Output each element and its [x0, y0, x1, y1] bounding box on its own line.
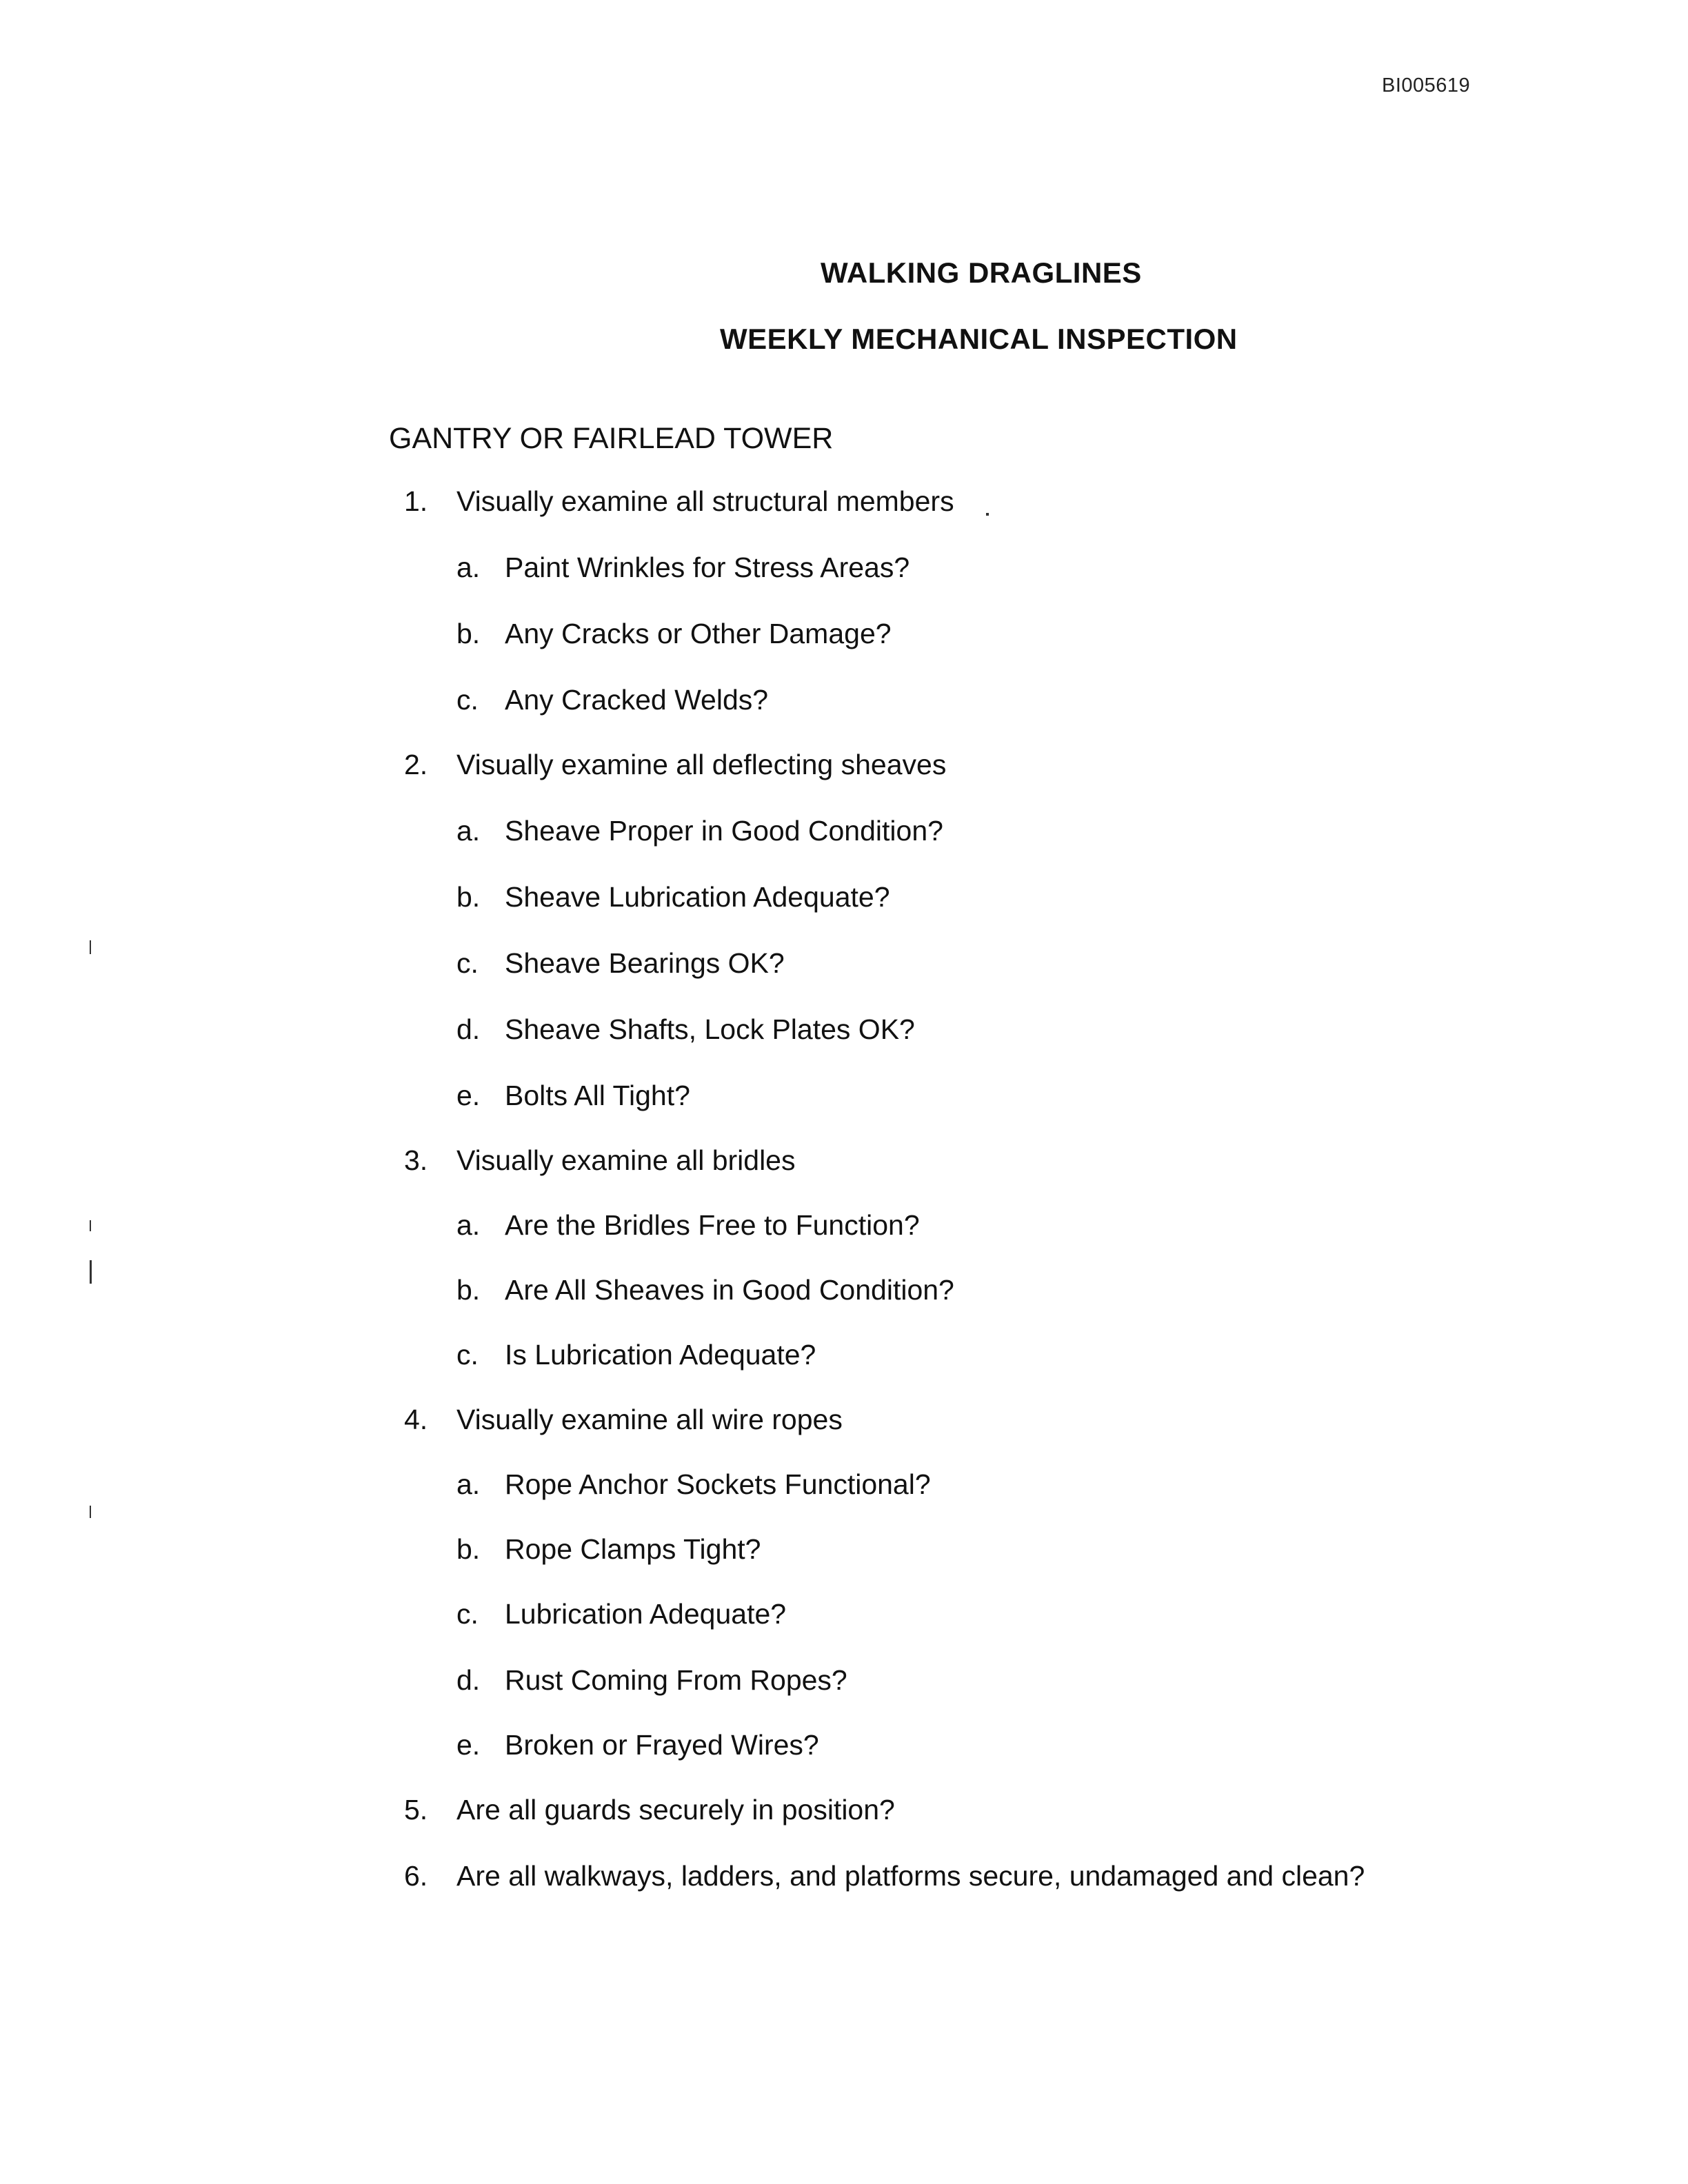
item-letter: a.	[456, 1468, 481, 1500]
question-text: Are all guards securely in position?	[456, 1794, 895, 1826]
item-text: Broken or Frayed Wires?	[505, 1729, 819, 1761]
question-text: Are all walkways, ladders, and platforms secure, undamaged and clean?	[456, 1860, 1365, 1892]
item-letter: a.	[456, 815, 481, 847]
scan-speck	[90, 940, 91, 954]
question-number: 5.	[404, 1794, 428, 1826]
page-title: WALKING DRAGLINES	[821, 256, 1142, 289]
item-letter: e.	[456, 1080, 481, 1111]
item-letter: c.	[456, 947, 479, 979]
question-text: Visually examine all structural members	[456, 485, 954, 517]
question-text: Visually examine all deflecting sheaves	[456, 749, 947, 780]
item-letter: e.	[456, 1729, 481, 1761]
item-text: Sheave Proper in Good Condition?	[505, 815, 943, 847]
section-heading: GANTRY OR FAIRLEAD TOWER	[389, 422, 834, 455]
item-text: Are the Bridles Free to Function?	[505, 1209, 920, 1241]
item-text: Any Cracked Welds?	[505, 684, 769, 716]
item-letter: d.	[456, 1013, 481, 1045]
scan-speck	[986, 513, 989, 516]
item-text: Sheave Lubrication Adequate?	[505, 881, 890, 913]
page-subtitle: WEEKLY MECHANICAL INSPECTION	[720, 323, 1238, 355]
item-letter: b.	[456, 618, 481, 649]
item-text: Bolts All Tight?	[505, 1080, 690, 1111]
item-text: Paint Wrinkles for Stress Areas?	[505, 552, 910, 583]
item-text: Sheave Shafts, Lock Plates OK?	[505, 1013, 915, 1045]
item-letter: b.	[456, 881, 481, 913]
item-text: Sheave Bearings OK?	[505, 947, 785, 979]
question-number: 4.	[404, 1404, 428, 1435]
scan-speck	[90, 1260, 92, 1284]
item-letter: c.	[456, 684, 479, 716]
question-number: 3.	[404, 1144, 428, 1176]
document-id: BI005619	[1382, 74, 1471, 97]
item-letter: c.	[456, 1598, 479, 1630]
item-text: Lubrication Adequate?	[505, 1598, 787, 1630]
question-number: 6.	[404, 1860, 428, 1892]
item-text: Is Lubrication Adequate?	[505, 1339, 816, 1371]
question-number: 1.	[404, 485, 428, 517]
item-text: Rope Clamps Tight?	[505, 1533, 761, 1565]
question-text: Visually examine all wire ropes	[456, 1404, 843, 1435]
scan-speck	[90, 1506, 91, 1518]
item-letter: d.	[456, 1664, 481, 1696]
item-letter: c.	[456, 1339, 479, 1371]
item-letter: a.	[456, 552, 481, 583]
item-letter: b.	[456, 1274, 481, 1306]
question-text: Visually examine all bridles	[456, 1144, 796, 1176]
item-text: Any Cracks or Other Damage?	[505, 618, 892, 649]
item-text: Rust Coming From Ropes?	[505, 1664, 847, 1696]
item-text: Are All Sheaves in Good Condition?	[505, 1274, 954, 1306]
scan-speck	[90, 1220, 91, 1231]
item-text: Rope Anchor Sockets Functional?	[505, 1468, 931, 1500]
question-number: 2.	[404, 749, 428, 780]
item-letter: a.	[456, 1209, 481, 1241]
item-letter: b.	[456, 1533, 481, 1565]
